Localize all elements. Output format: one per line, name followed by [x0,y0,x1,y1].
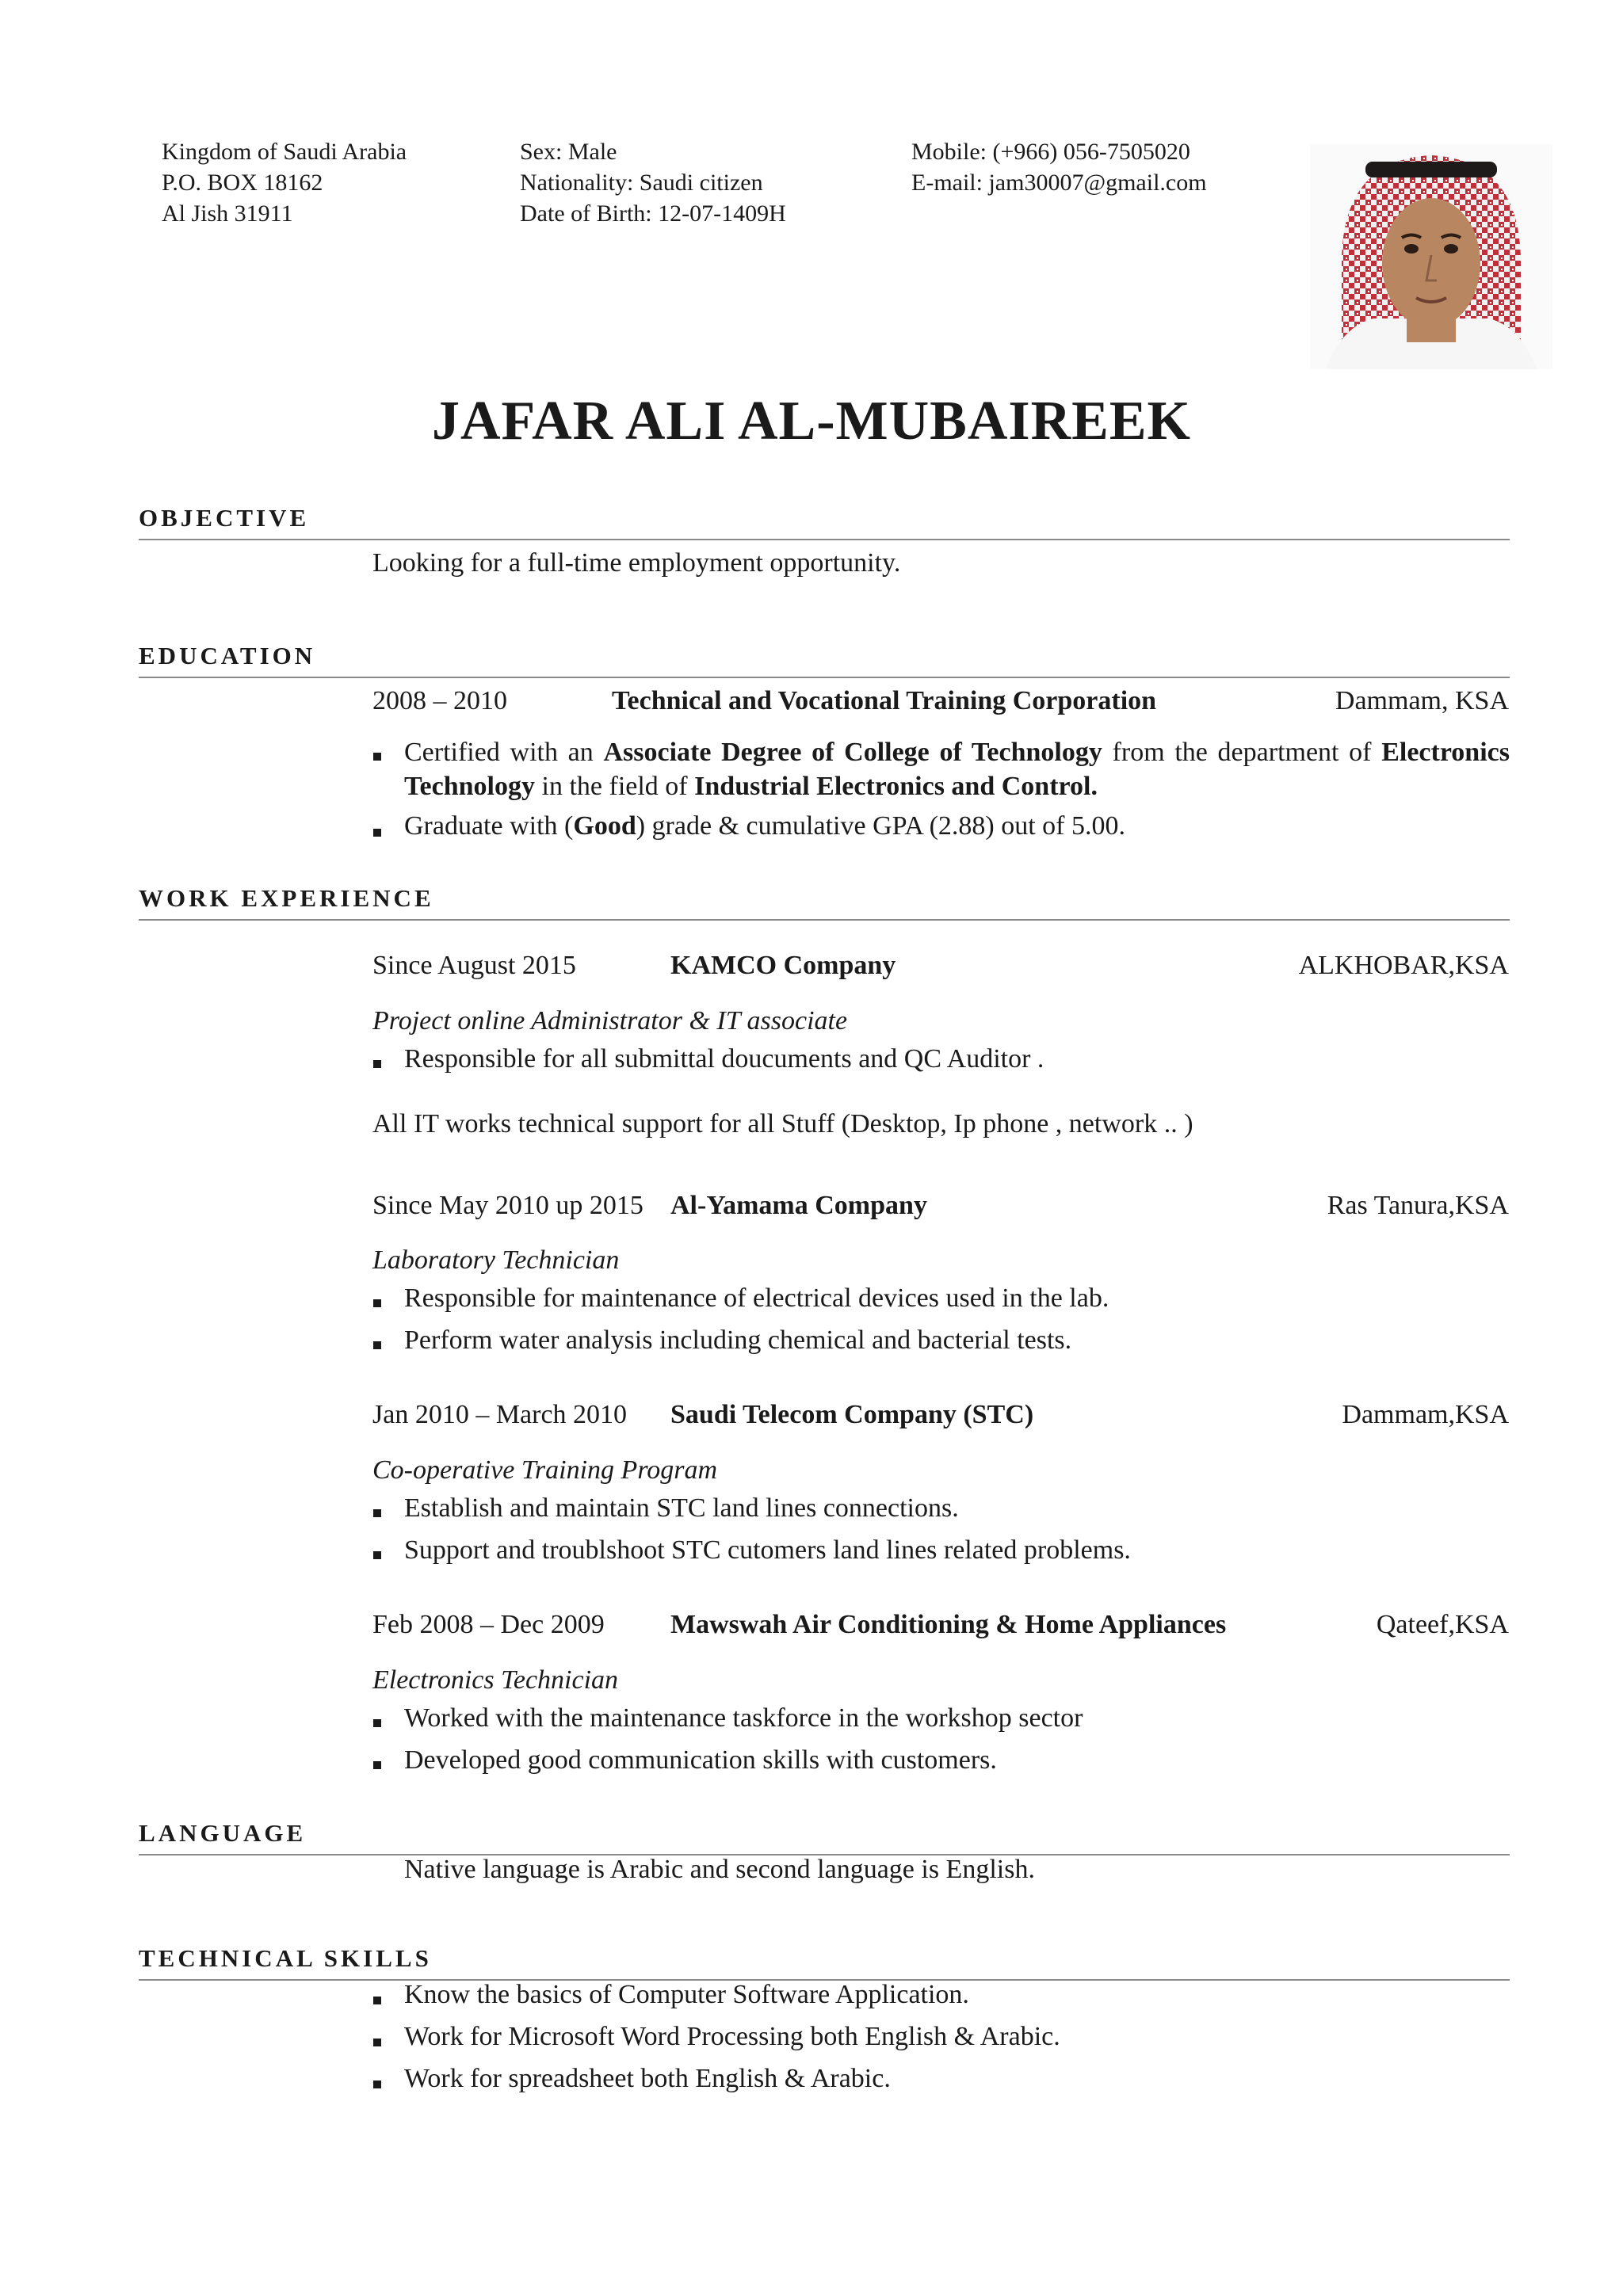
nationality-field: Nationality: Saudi citizen [520,170,763,196]
email-field: E-mail: jam30007@gmail.com [911,170,1207,196]
bullet-icon [373,1719,381,1727]
address-city: Al Jish 31911 [162,200,293,227]
education-location: Dammam, KSA [1335,686,1509,715]
job-bullet: Responsible for maintenance of electrical devices used in the lab. [404,1283,1109,1313]
job-bullet: Establish and maintain STC land lines connections. [404,1493,959,1523]
education-dates: 2008 – 2010 [372,686,507,715]
bullet-icon [373,2081,381,2088]
education-bullet-degree: Certified with an Associate Degree of College of Technology from the department of Electronics Technology in the field of Industrial Electronics and Control. [404,738,1510,801]
skill-item: Work for Microsoft Word Processing both English & Arabic. [404,2022,1060,2051]
job-role: Co-operative Training Program [372,1455,718,1485]
job-note: All IT works technical support for all Stuff (Desktop, Ip phone , network .. ) [372,1109,1193,1138]
job-dates: Feb 2008 – Dec 2009 [372,1610,605,1639]
bullet-icon [373,1997,381,2004]
address-country: Kingdom of Saudi Arabia [162,139,407,165]
objective-heading: OBJECTIVE [139,504,310,532]
job-bullet: Perform water analysis including chemical and bacterial tests. [404,1325,1072,1355]
technical-skills-heading: TECHNICAL SKILLS [139,1944,432,1972]
job-location: Qateef,KSA [1376,1610,1509,1639]
objective-text: Looking for a full-time employment opportunity. [372,548,901,578]
bullet-icon [373,753,381,761]
job-bullet: Responsible for all submittal doucuments and QC Auditor . [404,1044,1044,1074]
job-dates: Since May 2010 up 2015 [372,1191,643,1220]
bullet-icon [373,829,381,837]
bullet-icon [373,1060,381,1068]
job-company: Al-Yamama Company [670,1191,927,1220]
job-company: Saudi Telecom Company (STC) [670,1400,1034,1429]
education-heading: EDUCATION [139,642,316,669]
job-company: Mawswah Air Conditioning & Home Appliances [670,1610,1227,1639]
profile-photo [1310,144,1552,369]
job-role: Laboratory Technician [372,1245,620,1275]
job-location: Dammam,KSA [1342,1400,1509,1429]
job-dates: Since August 2015 [372,951,576,980]
bullet-icon [373,1551,381,1559]
mobile-field: Mobile: (+966) 056-7505020 [911,139,1190,165]
job-company: KAMCO Company [670,951,896,980]
job-location: ALKHOBAR,KSA [1298,951,1509,980]
education-institution: Technical and Vocational Training Corporation [612,686,1157,715]
date-of-birth-field: Date of Birth: 12-07-1409H [520,200,786,227]
job-bullet: Support and troublshoot STC cutomers land lines related problems. [404,1535,1131,1565]
sex-field: Sex: Male [520,139,617,165]
education-divider [139,677,1510,678]
bullet-icon [373,2039,381,2046]
skill-item: Work for spreadsheet both English & Arabic. [404,2064,891,2093]
work-experience-heading: WORK EXPERIENCE [139,884,434,912]
language-text: Native language is Arabic and second language is English. [404,1855,1035,1884]
education-bullet-gpa: Graduate with (Good) grade & cumulative GPA (2.88) out of 5.00. [404,811,1125,841]
bullet-icon [373,1509,381,1517]
bullet-icon [373,1761,381,1769]
personal-info-block [520,136,786,229]
job-bullet: Worked with the maintenance taskforce in the workshop sector [404,1703,1083,1733]
objective-divider [139,539,1510,540]
address-block [162,136,407,229]
bullet-icon [373,1341,381,1349]
address-po-box: P.O. BOX 18162 [162,170,323,196]
job-location: Ras Tanura,KSA [1327,1191,1509,1220]
candidate-name: JAFAR ALI AL-MUBAIREEK [431,391,1191,452]
job-role: Electronics Technician [372,1665,619,1695]
work-experience-divider [139,919,1510,921]
skill-item: Know the basics of Computer Software Application. [404,1980,969,2009]
job-role: Project online Administrator & IT associate [372,1006,848,1035]
language-heading: LANGUAGE [139,1819,307,1847]
contact-info-block [911,136,1207,198]
bullet-icon [373,1299,381,1307]
job-bullet: Developed good communication skills with customers. [404,1745,997,1775]
job-dates: Jan 2010 – March 2010 [372,1400,628,1429]
